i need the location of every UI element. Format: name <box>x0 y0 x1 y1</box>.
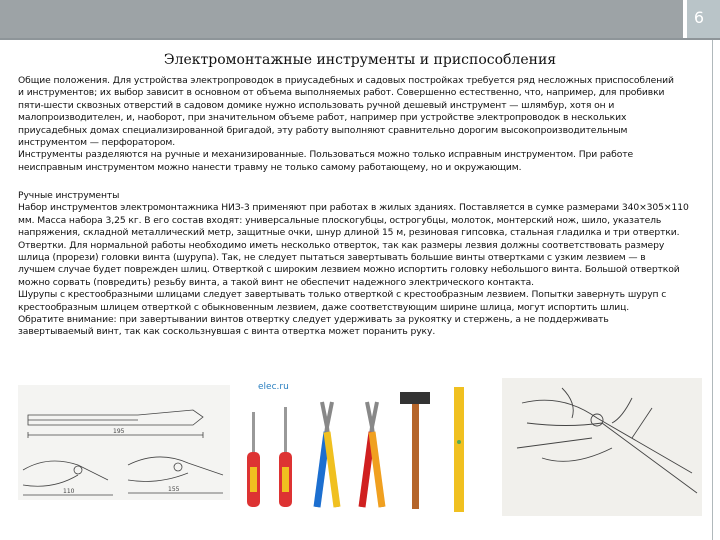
knife-pliers-sketch-icon <box>18 385 230 500</box>
drawing-dim-label: 155 <box>168 486 180 493</box>
general-provisions-paragraph: Общие положения. Для устройства электропроводок в приусадебных и садовых постройках требуется ряд несложных приспособлений и инструментов; их выбор зависит в основном от объема выполняемых работ. Совершенно естественно, что, например, для пробивки пяти-шести сквозных отверстий в садовом домике нужно использовать ручной дешевый инструмент — шлямбур, хотя он и малопроизводителен, и, наоборот, при значительном объеме работ, например при устройстве электропроводок в нескольких приусадебных домах специализированной бригадой, эту работу выполняют сравнительно дорогим высокопроизводительным инструментом — перфоратором. Инструменты разделяются на ручные и механизированные. Пользоваться можно только исправным инструментом. При работе неисправным инструментом можно нанести травму не только самому работающему, но и окружающим. <box>18 75 674 173</box>
stripping-pliers-sketch-icon <box>502 378 702 516</box>
header-rule <box>0 38 720 40</box>
page-title: Электромонтажные инструменты и приспособления <box>163 52 557 68</box>
drawing-dim-label: 195 <box>113 428 125 435</box>
side-rule <box>712 40 713 540</box>
header-bar <box>0 0 720 42</box>
tools-drawing-stripping-pliers <box>502 378 702 516</box>
elec-logo: elec.ru <box>258 382 289 392</box>
tools-drawing-knife-pliers <box>18 385 230 500</box>
screwdrivers-pliers-hammer-icon <box>232 372 482 517</box>
tools-photo <box>232 372 482 517</box>
page-number: 6 <box>693 8 705 27</box>
header-gray-band <box>0 0 683 38</box>
hand-tools-paragraph: Ручные инструменты Набор инструментов электромонтажника НИЗ-3 применяют при работах в жилых зданиях. Поставляется в сумке размерами 340×305×110 мм. Масса набора 3,25 кг. В его состав входят: универсальные плоскогубцы, острогубцы, молоток, монтерский нож, шило, указатель напряжения, складной металлический метр, защитные очки, шнур длиной 15 м, резиновая гипсовка, стальная гладилка и три отвертки. Отвертки. Для нормальной работы необходимо иметь несколько отверток, так как размеры лезвия должны соответствовать размеру шлица (прорези) головки винта (шурупа). Так, не следует пытаться завертывать большие винты отвертками с узким лезвием — в лучшем случае будет поврежден шлиц. Отверткой с широким лезвием можно испортить головку небольшого винта. Большой отверткой можно сорвать (повредить) резьбу винта, а такой винт не обеспечит надежного электрического контакта. Шурупы с крестообразными шлицами следует завертывать только отверткой с крестообразным лезвием. Попытки завернуть шуруп с крестообразным шлицем отверткой с обыкновенным лезвием, даже соответствующим ширине шлица, могут испортить шлиц. Обратите внимание: при завертывании винтов отвертку следует удерживать за рукоятку и стержень, а не поддерживать завертываемый винт, так как соскользнувшая с винта отвертка может поранить руку. <box>18 190 689 338</box>
drawing-dim-label: 110 <box>63 488 75 495</box>
